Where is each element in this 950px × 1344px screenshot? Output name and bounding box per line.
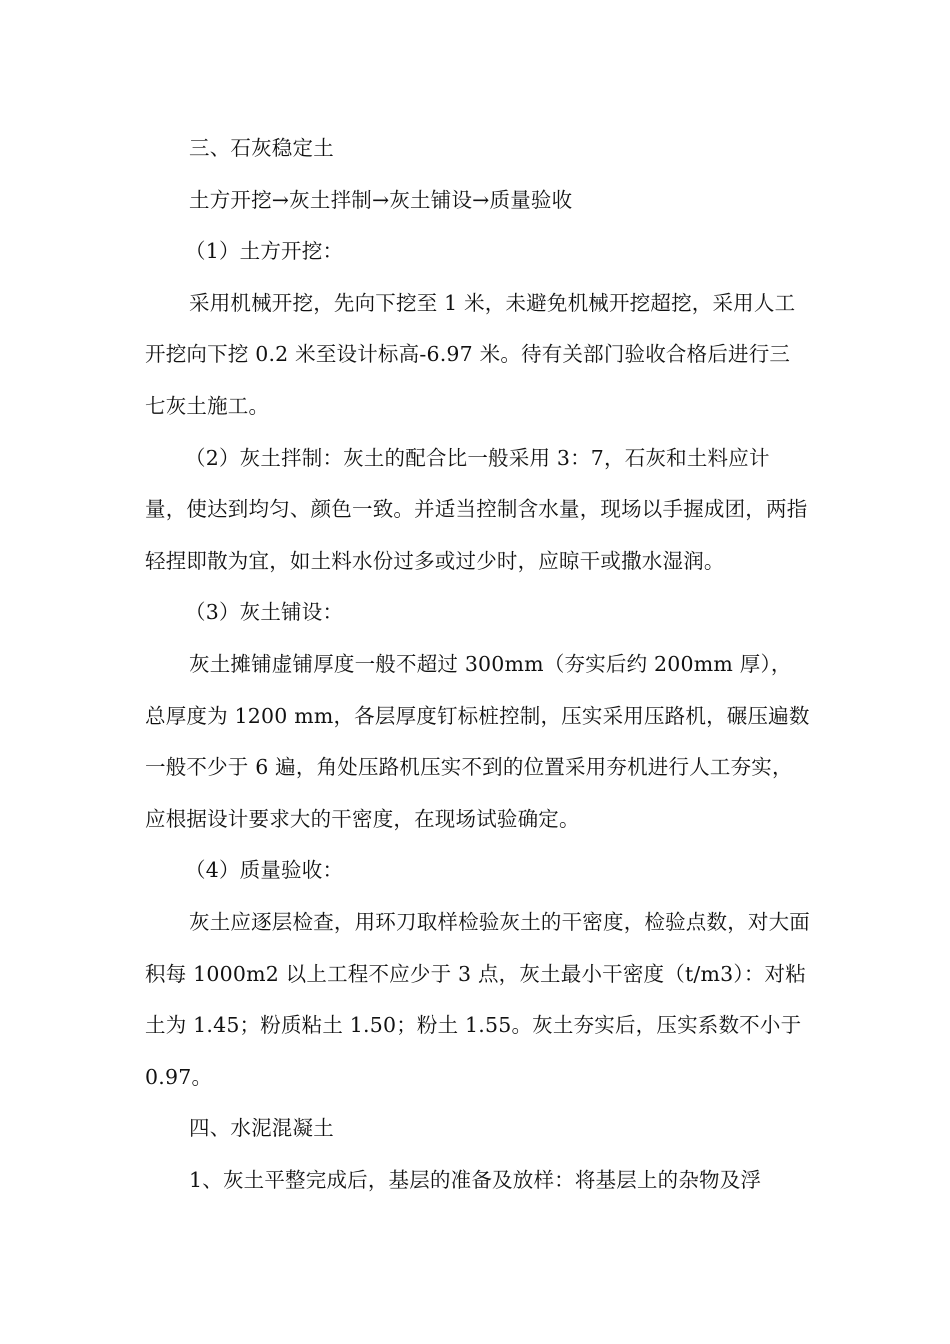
- section-heading-lime-stabilized-soil: 三、石灰稳定土: [189, 136, 334, 160]
- step-heading-excavation: （1）土方开挖：: [185, 239, 344, 264]
- step-heading-quality-acceptance: （4）质量验收：: [185, 858, 344, 883]
- step-text-quality-acceptance: 灰土应逐层检查，用环刀取样检验灰土的干密度，检验点数，对大面积每 1000m2 以上工程不应少于 3 点，灰土最小干密度（t/m3）：对粘土为 1.45；粉质粘土 1.50；粉土 1.55。灰土夯实后，压实系数不小于 0.97。: [145, 909, 810, 1089]
- section-item-base-preparation: 1、灰土平整完成后，基层的准备及放样：将基层上的杂物及浮: [189, 1167, 762, 1192]
- document-body: [145, 123, 810, 1206]
- step-text-paving: 灰土摊铺虚铺厚度一般不超过 300mm（夯实后约 200mm 厚），总厚度为 1200 mm，各层厚度钉标桩控制，压实采用压路机，碾压遍数一般不少于 6 遍，角处压路机压实不到的位置采用夯机进行人工夯实，应根据设计要求大的干密度，在现场试验确定。: [145, 651, 810, 831]
- section-heading-cement-concrete: 四、水泥混凝土: [189, 1116, 334, 1141]
- process-flow: 土方开挖→灰土拌制→灰土铺设→质量验收: [189, 187, 573, 212]
- step-text-mixing: （2）灰土拌制：灰土的配合比一般采用 3：7，石灰和土料应计量，使达到均匀、颜色一致。并适当控制含水量，现场以手握成团，两指轻捏即散为宜，如土料水份过多或过少时，应晾干或撒水湿润。: [145, 445, 808, 573]
- step-heading-paving: （3）灰土铺设：: [185, 600, 344, 625]
- step-text-excavation: 采用机械开挖，先向下挖至 1 米，未避免机械开挖超挖，采用人工开挖向下挖 0.2 米至设计标高-6.97 米。待有关部门验收合格后进行三七灰土施工。: [145, 290, 796, 418]
